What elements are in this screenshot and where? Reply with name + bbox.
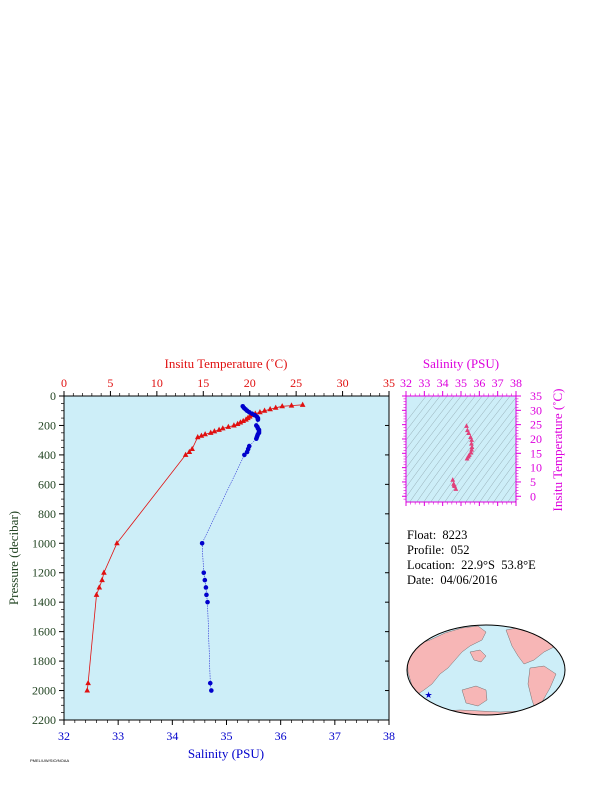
location-label: Location: bbox=[407, 558, 455, 572]
pressure-tick-label: 1600 bbox=[32, 624, 56, 639]
inset-salinity-tick-label: 38 bbox=[510, 376, 522, 390]
float-location-star-icon: ★ bbox=[424, 690, 433, 700]
pressure-tick-label: 1400 bbox=[32, 595, 56, 610]
salinity-point bbox=[204, 585, 209, 590]
world-map bbox=[407, 625, 566, 720]
density-contour bbox=[533, 386, 612, 506]
profile-row bbox=[407, 543, 536, 558]
pressure-tick-label: 200 bbox=[38, 418, 56, 433]
salinity-point bbox=[242, 453, 247, 458]
inset-temperature-tick-label: 0 bbox=[530, 489, 536, 504]
temperature-tick-label: 20 bbox=[243, 376, 256, 390]
salinity-point bbox=[200, 541, 205, 546]
location-value: 22.9°S 53.8°E bbox=[461, 558, 536, 572]
footer-credit: PMEL/UW/SIO/NOAA bbox=[30, 758, 70, 763]
inset-salinity-tick-label: 32 bbox=[400, 376, 412, 390]
inset-salinity-tick-label: 33 bbox=[418, 376, 431, 390]
date-value: 04/06/2016 bbox=[440, 573, 498, 587]
float-info-panel bbox=[407, 528, 536, 588]
salinity-tick-label: 36 bbox=[274, 729, 287, 743]
pressure-tick-label: 2200 bbox=[32, 713, 56, 727]
salinity-tick-label: 35 bbox=[220, 729, 233, 743]
salinity-axis-label: Salinity (PSU) bbox=[187, 746, 265, 761]
salinity-point bbox=[204, 593, 209, 598]
ts-inset-background bbox=[406, 396, 516, 502]
salinity-tick-label: 38 bbox=[383, 729, 395, 743]
pressure-tick-label: 1000 bbox=[32, 536, 56, 551]
pressure-tick-label: 1800 bbox=[32, 654, 56, 669]
temperature-axis-label: Insitu Temperature (˚C) bbox=[164, 356, 288, 371]
inset-temperature-tick-label: 20 bbox=[530, 431, 542, 446]
inset-salinity-tick-label: 37 bbox=[491, 376, 504, 390]
temperature-tick-label: 5 bbox=[107, 376, 114, 390]
pressure-tick-label: 400 bbox=[38, 447, 56, 462]
inset-temperature-tick-label: 15 bbox=[530, 446, 542, 461]
salinity-point bbox=[205, 600, 210, 605]
date-row bbox=[407, 573, 536, 588]
location-row bbox=[407, 558, 536, 573]
inset-salinity-tick-label: 34 bbox=[436, 376, 449, 390]
pressure-tick-label: 1200 bbox=[32, 565, 56, 580]
temperature-tick-label: 10 bbox=[150, 376, 163, 390]
date-label: Date: bbox=[407, 573, 435, 587]
temperature-tick-label: 0 bbox=[61, 376, 67, 390]
ts-inset-salinity-label: Salinity (PSU) bbox=[422, 356, 500, 371]
inset-temperature-tick-label: 5 bbox=[530, 474, 536, 489]
inset-salinity-tick-label: 36 bbox=[473, 376, 486, 390]
salinity-tick-label: 34 bbox=[166, 729, 179, 743]
inset-temperature-tick-label: 35 bbox=[530, 389, 542, 403]
salinity-point bbox=[203, 578, 208, 583]
temperature-tick-label: 30 bbox=[336, 376, 349, 390]
profile-label: Profile: bbox=[407, 543, 445, 557]
salinity-tick-label: 37 bbox=[328, 729, 341, 743]
main-profile-plot bbox=[6, 356, 395, 761]
float-row bbox=[407, 528, 536, 543]
salinity-tick-label: 33 bbox=[112, 729, 125, 743]
inset-temperature-tick-label: 10 bbox=[530, 460, 542, 475]
pressure-axis-label: Pressure (decibar) bbox=[6, 510, 21, 606]
float-label: Float: bbox=[407, 528, 437, 542]
inset-salinity-tick-label: 35 bbox=[455, 376, 467, 390]
inset-temperature-tick-label: 30 bbox=[530, 403, 542, 418]
salinity-point bbox=[209, 688, 214, 693]
map-land-greenland bbox=[556, 626, 566, 636]
temperature-tick-label: 25 bbox=[290, 376, 303, 390]
profile-value: 052 bbox=[450, 543, 470, 557]
pressure-tick-label: 2000 bbox=[32, 683, 56, 698]
main-plot-background bbox=[64, 396, 389, 720]
temperature-tick-label: 15 bbox=[197, 376, 210, 390]
salinity-point bbox=[256, 417, 261, 422]
pressure-tick-label: 600 bbox=[38, 477, 56, 492]
salinity-point bbox=[254, 436, 259, 441]
float-value: 8223 bbox=[442, 528, 468, 542]
temperature-tick-label: 35 bbox=[383, 376, 395, 390]
inset-temperature-tick-label: 25 bbox=[530, 417, 542, 432]
salinity-point bbox=[201, 570, 206, 575]
ts-inset-temperature-label: Insitu Temperature (˚C) bbox=[550, 388, 565, 512]
salinity-tick-label: 32 bbox=[58, 729, 70, 743]
salinity-point bbox=[208, 681, 213, 686]
pressure-tick-label: 800 bbox=[38, 506, 56, 521]
pressure-tick-label: 0 bbox=[50, 389, 56, 403]
